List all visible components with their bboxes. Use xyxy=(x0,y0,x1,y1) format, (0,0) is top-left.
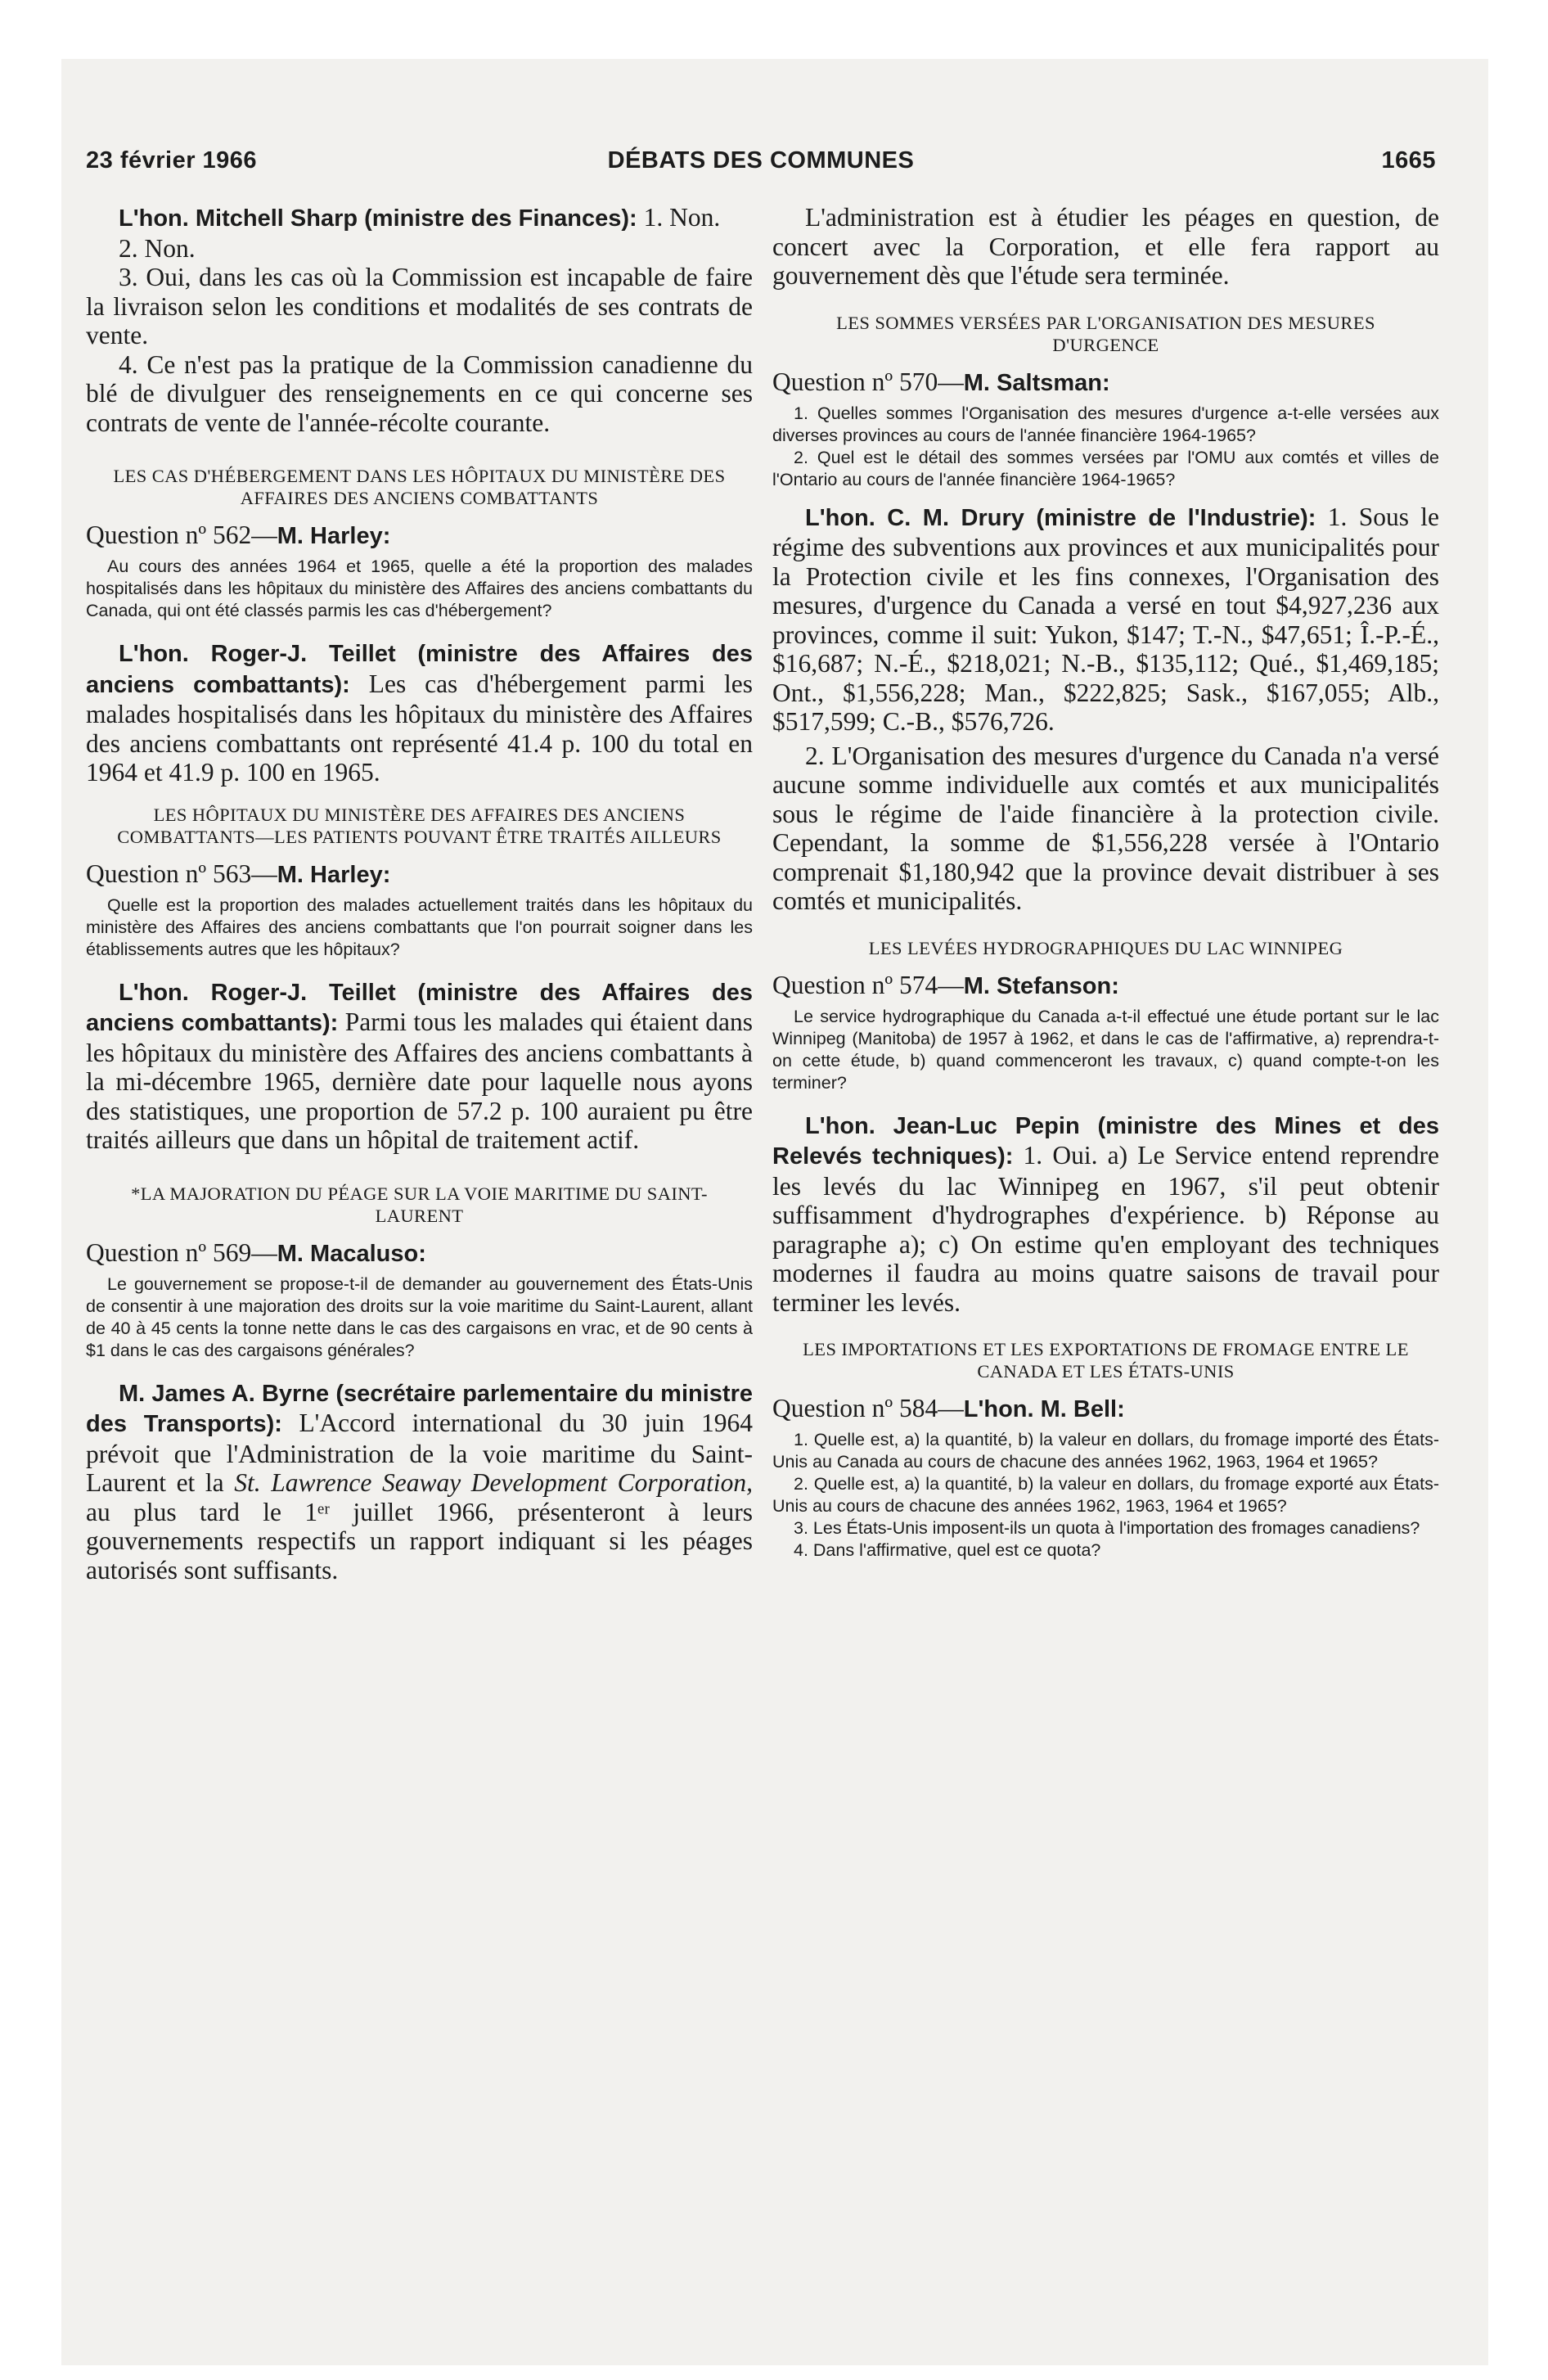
question-570-line: Question nº 570—M. Saltsman: xyxy=(772,367,1110,396)
question-584-line: Question nº 584—L'hon. M. Bell: xyxy=(772,1394,1125,1422)
right-column xyxy=(772,203,1439,1562)
question-562-line: Question nº 562—M. Harley: xyxy=(86,521,391,549)
question-563-line: Question nº 563—M. Harley: xyxy=(86,859,391,888)
sharp-answer-4: 4. Ce n'est pas la pratique de la Commission canadienne du blé de divulguer des renseignements en ce qui concerne ses contrats de vente de l'année-récolte courante. xyxy=(86,349,753,437)
section-heading-563: LES HÔPITAUX DU MINISTÈRE DES AFFAIRES DES ANCIENS COMBATTANTS—LES PATIENTS POUVANT ÊTRE TRAITÉS AILLEURS xyxy=(117,804,722,847)
question-570-text-2: 2. Quel est le détail des sommes versées par l'OMU aux comtés et villes de l'Ontario au cours de l'année financière 1964-1965? xyxy=(772,447,1439,489)
speaker-sharp: L'hon. Mitchell Sharp (ministre des Finances): xyxy=(119,205,637,232)
answer-562: L'hon. Roger-J. Teillet (ministre des Affaires des anciens combattants): Les cas d'hébergement parmi les malades hospitalisés dans les hôpitaux du ministère des Affaires des anciens combattants ont représenté 41.4 p. 100 du total en 1964 et 41.9 p. 100 en 1965. xyxy=(86,641,753,787)
question-584-text-3: 3. Les États-Unis imposent-ils un quota à l'importation des fromages canadiens? xyxy=(794,1518,1420,1538)
answer-569: M. James A. Byrne (secrétaire parlementaire du ministre des Transports): L'Accord international du 30 juin 1964 prévoit que l'Administration de la voie maritime du Saint-Laurent et la St. Lawrence Seaway Development Corporation, au plus tard le 1ᵉʳ juillet 1966, présenteront à leurs gouvernements respectifs un rapport indiquant si les péages autorisés sont suffisants. xyxy=(86,1380,753,1584)
sharp-answer-3: 3. Oui, dans les cas où la Commission est incapable de faire la livraison selon les conditions et modalités de ses contrats de vente. xyxy=(86,263,753,349)
sharp-answer-2: 2. Non. xyxy=(119,233,196,263)
answer-570-2: 2. L'Organisation des mesures d'urgence du Canada n'a versé aucune somme individuelle aux comtés et aux municipalités sous le régime de l'aide financière à la protection civile. Cependant, la somme de $1,556,228 versée à l'Ontario comprenait $1,180,942 que la province devait distribuer à ses comtés et municipalités. xyxy=(772,741,1439,915)
question-574-text: Le service hydrographique du Canada a-t-il effectué une étude portant sur le lac Winnipeg (Manitoba) de 1957 à 1962, et dans le cas de l'affirmative, a) reprendra-t-on cette étude, b) quand commenceront les travaux, c) quand compte-t-on les terminer? xyxy=(772,1006,1439,1093)
section-heading-569: *LA MAJORATION DU PÉAGE SUR LA VOIE MARITIME DU SAINT-LAURENT xyxy=(131,1183,708,1226)
question-563-text: Quelle est la proportion des malades actuellement traités dans les hôpitaux du ministère des Affaires des anciens combattants que l'on pourrait soigner dans les établissements autres que les hôpitaux? xyxy=(86,895,753,959)
page-number: 1665 xyxy=(1381,147,1436,174)
section-heading-570: LES SOMMES VERSÉES PAR L'ORGANISATION DES MESURES D'URGENCE xyxy=(836,312,1375,355)
header-date: 23 février 1966 xyxy=(86,147,258,174)
header-title: DÉBATS DES COMMUNES xyxy=(607,147,915,174)
question-584-text-1: 1. Quelle est, a) la quantité, b) la valeur en dollars, du fromage importé des États-Unis au Canada au cours de chacune des années 1962, 1963, 1964 et 1965? xyxy=(772,1430,1439,1472)
answer-574: L'hon. Jean-Luc Pepin (ministre des Mines et des Relevés techniques): 1. Oui. a) Le Service entend reprendre les levés du lac Winnipeg en 1967, s'il peut obtenir suffisamment d'hydrographes d'expérience. b) Réponse au paragraphe a); c) On estime qu'en employant des techniques modernes il faudra au moins quatre saisons de travail pour terminer les levés. xyxy=(772,1112,1439,1317)
question-584-text-2: 2. Quelle est, a) la quantité, b) la valeur en dollars, du fromage exporté aux États-Unis au cours de chacune des années 1962, 1963, 1964 et 1965? xyxy=(772,1474,1439,1516)
question-569-text: Le gouvernement se propose-t-il de demander au gouvernement des États-Unis de consentir à une majoration des droits sur la voie maritime du Saint-Laurent, allant de 40 à 45 cents la tonne nette dans le cas des cargaisons en vrac, et de 90 cents à $1 dans le cas des cargaisons générales? xyxy=(86,1273,753,1360)
left-column xyxy=(86,203,753,1584)
question-574-line: Question nº 574—M. Stefanson: xyxy=(772,970,1119,999)
question-570-text-1: 1. Quelles sommes l'Organisation des mesures d'urgence a-t-elle versées aux diverses provinces au cours de l'année financière 1964-1965? xyxy=(772,403,1439,445)
section-heading-584: LES IMPORTATIONS ET LES EXPORTATIONS DE FROMAGE ENTRE LE CANADA ET LES ÉTATS-UNIS xyxy=(803,1339,1409,1382)
continuation-569: L'administration est à étudier les péages en question, de concert avec la Corporation, et elle fera rapport au gouvernement dès que l'étude sera terminée. xyxy=(772,203,1439,290)
question-562-text: Au cours des années 1964 et 1965, quelle a été la proportion des malades hospitalisés dans les hôpitaux du ministère des Affaires des anciens combattants du Canada, qui ont été classés parmis les cas d'hébergement? xyxy=(86,557,753,620)
section-heading-574: LES LEVÉES HYDROGRAPHIQUES DU LAC WINNIPEG xyxy=(868,937,1343,958)
page-header xyxy=(86,137,1436,187)
question-584-text-4: 4. Dans l'affirmative, quel est ce quota? xyxy=(794,1540,1101,1560)
answer-570-1: L'hon. C. M. Drury (ministre de l'Industrie): 1. Sous le régime des subventions aux provinces et aux municipalités pour la Protection civile et les fins connexes, l'Organisation des mesures, d'urgence du Canada a versé en tout $4,927,236 aux provinces, comme il suit: Yukon, $147; T.-N., $47,651; Î.-P.-É., $16,687; N.-É., $218,021; N.-B., $135,112; Qué., $1,469,185; Ont., $1,556,228; Man., $222,825; Sask., $167,055; Alb., $517,599; C.-B., $576,726. xyxy=(772,502,1440,736)
sharp-answer-1: L'hon. Mitchell Sharp (ministre des Finances): 1. Non. xyxy=(119,203,721,232)
section-heading-562: LES CAS D'HÉBERGEMENT DANS LES HÔPITAUX DU MINISTÈRE DES AFFAIRES DES ANCIENS COMBATTANTS xyxy=(113,466,726,508)
answer-563: L'hon. Roger-J. Teillet (ministre des Affaires des anciens combattants): Parmi tous les malades qui étaient dans les hôpitaux du ministère des Affaires des anciens combattants à la mi-décembre 1965, dernière date pour laquelle nous ayons des statistiques, une proportion de 57.2 p. 100 auraient pu être traités ailleurs que dans un hôpital de traitement actif. xyxy=(86,979,753,1154)
question-569-line: Question nº 569—M. Macaluso: xyxy=(86,1237,426,1267)
